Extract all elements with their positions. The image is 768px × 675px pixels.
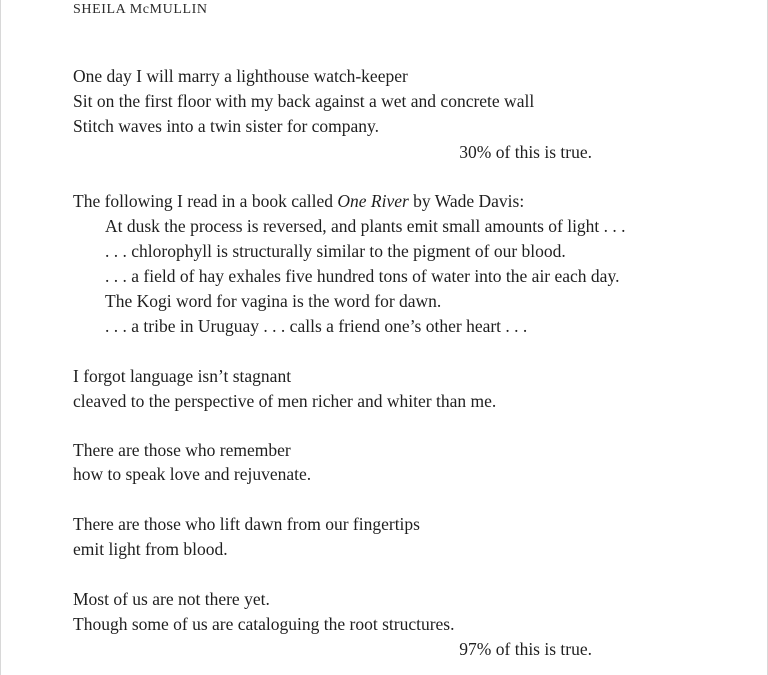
- poem-line: emit light from blood.: [73, 539, 228, 559]
- poem-line: Sit on the first floor with my back against a wet and concrete wall: [73, 91, 535, 111]
- poem-line: Most of us are not there yet.: [73, 589, 270, 609]
- poem-line: There are those who lift dawn from our fingertips: [73, 514, 420, 534]
- quote-line: The Kogi word for vagina is the word for dawn.: [105, 291, 442, 311]
- poem-line: Stitch waves into a twin sister for company.: [73, 116, 380, 136]
- quote-line: . . . chlorophyll is structurally similar to the pigment of our blood.: [105, 241, 566, 261]
- intro-text-after: by Wade Davis:: [408, 191, 525, 211]
- poem-line: Though some of us are cataloguing the root structures.: [73, 614, 455, 634]
- poem-line: One day I will marry a lighthouse watch-keeper: [73, 66, 408, 86]
- author-name: SHEILA McMULLIN: [73, 2, 208, 17]
- truth-percentage-note: 30% of this is true.: [459, 142, 592, 162]
- poem-line: how to speak love and rejuvenate.: [73, 464, 312, 484]
- quote-line: . . . a field of hay exhales five hundred tons of water into the air each day.: [105, 266, 620, 286]
- truth-percentage-note: 97% of this is true.: [459, 639, 592, 659]
- quote-line: At dusk the process is reversed, and plants emit small amounts of light . . .: [105, 216, 626, 236]
- quote-line: . . . a tribe in Uruguay . . . calls a friend one’s other heart . . .: [105, 316, 528, 336]
- poem-line: There are those who remember: [73, 440, 291, 460]
- poem-line: cleaved to the perspective of men richer and whiter than me.: [73, 391, 497, 411]
- book-intro-line: [73, 190, 524, 212]
- intro-text-before: The following I read in a book called: [73, 191, 338, 211]
- book-title: One River: [337, 191, 409, 211]
- poem-line: I forgot language isn’t stagnant: [73, 366, 292, 386]
